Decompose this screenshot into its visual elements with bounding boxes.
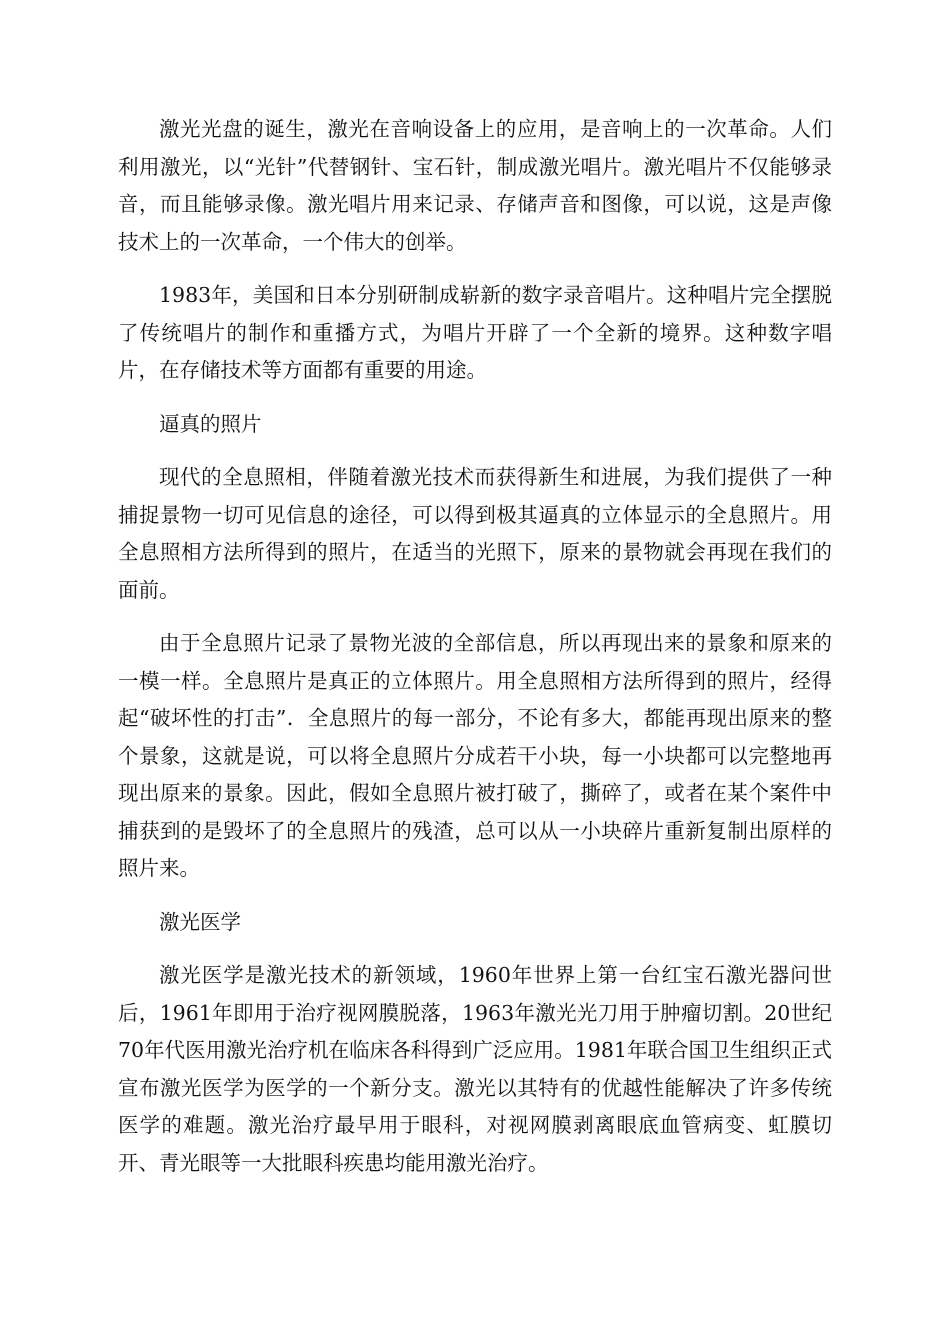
paragraph-holography-detail: 由于全息照片记录了景物光波的全部信息，所以再现出来的景象和原来的一模一样。全息照片是真正的立体照片。用全息照相方法所得到的照片，经得起“破坏性的打击”．全息照片的每一部分，不论有多大，都能再现出原来的整个景象，这就是说，可以将全息照片分成若干小块，每一小块都可以完整地再现出原来的景象。因此，假如全息照片被打破了，撕碎了，或者在某个案件中捕获到的是毁坏了的全息照片的残渣，总可以从一小块碎片重新复制出原样的照片来。 bbox=[118, 631, 832, 880]
paragraph-laser-disc: 激光光盘的诞生，激光在音响设备上的应用，是音响上的一次革命。人们利用激光，以“光针”代替钢针、宝石针，制成激光唱片。激光唱片不仅能够录音，而且能够录像。激光唱片用来记录、存储声音和图像，可以说，这是声像技术上的一次革命，一个伟大的创举。 bbox=[118, 117, 832, 254]
section-heading-laser-medicine: 激光医学 bbox=[159, 909, 241, 934]
paragraph-holography-intro: 现代的全息照相，伴随着激光技术而获得新生和进展，为我们提供了一种捕捉景物一切可见信息的途径，可以得到极其逼真的立体显示的全息照片。用全息照相方法所得到的照片，在适当的光照下，原来的景物就会再现在我们的面前。 bbox=[118, 465, 832, 602]
document-page bbox=[118, 111, 832, 1198]
section-heading-realistic-photo: 逼真的照片 bbox=[159, 411, 262, 436]
paragraph-laser-medicine: 激光医学是激光技术的新领域，1960年世界上第一台红宝石激光器问世后，1961年即用于治疗视网膜脱落，1963年激光光刀用于肿瘤切割。20世纪70年代医用激光治疗机在临床各科得到广泛应用。1981年联合国卫生组织正式宣布激光医学为医学的一个新分支。激光以其特有的优越性能解决了许多传统医学的难题。激光治疗最早用于眼科，对视网膜剥离眼底血管病变、虹膜切开、青光眼等一大批眼科疾患均能用激光治疗。 bbox=[118, 963, 832, 1175]
paragraph-digital-record: 1983年，美国和日本分别研制成崭新的数字录音唱片。这种唱片完全摆脱了传统唱片的制作和重播方式，为唱片开辟了一个全新的境界。这种数字唱片，在存储技术等方面都有重要的用途。 bbox=[118, 283, 832, 382]
